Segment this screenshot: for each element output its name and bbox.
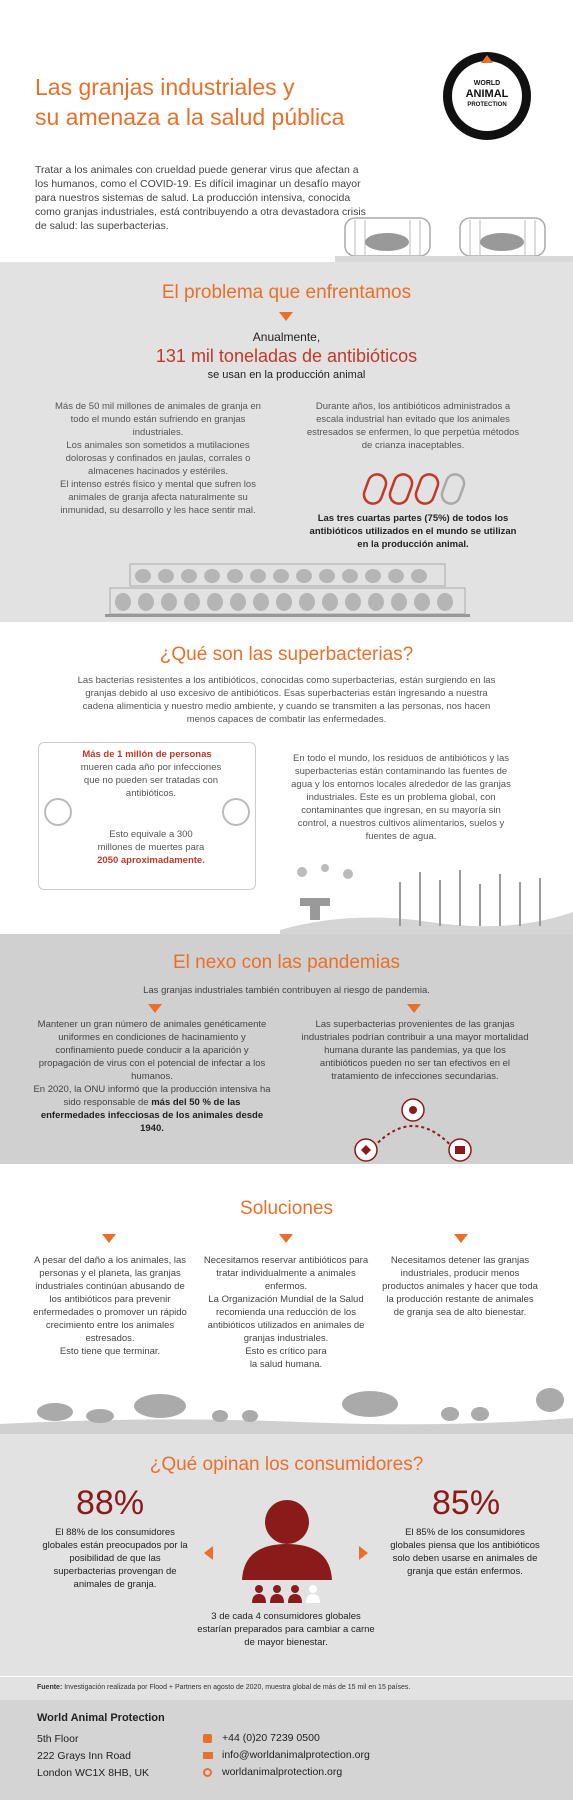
pandemics-left-bold: más del 50 % de las enfermedades infecciosas de los animales desde 1940.: [40, 1097, 264, 1134]
pill-empty: [439, 472, 466, 506]
chicken-icon: [368, 593, 384, 611]
superbugs-right-text: En todo el mundo, los residuos de antibióticos y las superbacterias están contaminando las fuentes de agua y los entornos locales alrededor de las granjas industriales. Este es un problema global, con contaminantes que ingresan, en su mayoría sin control, a nuestros cultivos alimentarios, suelos y fuentes de agua.: [291, 753, 511, 842]
page-title-line1: Las granjas industriales y: [35, 74, 295, 100]
problem-left-text: Más de 50 mil millones de animales de granja en todo el mundo están sufriendo en granjas industriales. Los animales son sometidos a mutilaciones dolorosas y confinados en jaulas, corrales o almacenes hacinados y estériles. El intenso estrés físico y mental que sufren los animales de granja afecta naturalmente su inmunidad, su desarrollo y les hace sentir mal.: [55, 401, 261, 516]
consumers-section: [0, 1434, 573, 1676]
footer-web[interactable]: worldanimalprotection.org: [222, 1766, 343, 1778]
pandemic-cycle-illustration: [352, 1096, 474, 1164]
pills-icon: [360, 468, 470, 508]
chicken-icon: [273, 569, 289, 583]
solution1-arrow-icon: [102, 1234, 116, 1243]
pandemics-subtitle: Las granjas industriales también contribuyen al riesgo de pandemia.: [143, 985, 430, 996]
chicken-icon: [115, 593, 131, 611]
chicken-icon: [322, 593, 338, 611]
footer-phone[interactable]: +44 (0)20 7239 0500: [222, 1732, 320, 1744]
header: [0, 0, 573, 262]
chicken-cages-illustration: [105, 562, 470, 622]
chicken-icon: [342, 569, 358, 583]
chicken-icon: [345, 593, 361, 611]
logo-triangle-icon: [481, 55, 493, 63]
bacteria-icon-left: [44, 798, 72, 826]
chicken-icon: [388, 569, 404, 583]
pandemics-left-arrow-icon: [148, 1004, 162, 1013]
chicken-icon: [414, 593, 430, 611]
consumers-title: ¿Qué opinan los consumidores?: [149, 1454, 424, 1475]
page-title-line2: su amenaza a la salud pública: [35, 104, 345, 130]
solution3-arrow-icon: [454, 1234, 468, 1243]
farm-animals-illustration: [0, 1382, 573, 1434]
pandemics-right-text: Las superbacterias provenientes de las granjas industriales podrían contribuir a una mayor mortalidad humana durante las pandemias, ya que los antibióticos pueden no ser tan efectivos en el tratamiento de infecciones secundarias.: [301, 1019, 529, 1082]
chicken-icon: [227, 569, 243, 583]
left-percent: 88%: [76, 1484, 145, 1522]
pandemics-left-body: Mantener un gran número de animales genéticamente uniformes en condiciones de hacinamiento y confinamiento puede conducir a la aparición y propagación de virus con el potencial de infectar a los humanos. En 2020, la ONU informó que la producción intensiva ha sido responsable de: [33, 1019, 271, 1108]
chicken-icon: [207, 593, 223, 611]
footer: [0, 1700, 573, 1800]
chicken-icon: [276, 593, 292, 611]
pandemics-right-arrow-icon: [407, 1004, 421, 1013]
pills-caption: Las tres cuartas partes (75%) de todos los antibióticos utilizados en el mundo se utilizan en la producción animal.: [309, 513, 517, 550]
chicken-icon: [158, 569, 174, 583]
chicken-icon: [319, 569, 335, 583]
tons-figure: 131 mil toneladas de antibióticos: [155, 346, 418, 366]
chicken-icon: [181, 569, 197, 583]
logo-line2: ANIMAL: [465, 88, 509, 100]
equiv-text: Esto equivale a 300 millones de muertes para: [97, 829, 205, 853]
problem-right-text: Durante años, los antibióticos administrados a escala industrial han evitado que los animales estresados se enfermen, lo que perpetúa métodos de crianza inaceptables.: [306, 401, 520, 451]
source-bar: [0, 1676, 573, 1701]
chicken-icon: [161, 593, 177, 611]
person-filled-icon: [252, 1585, 266, 1603]
chicken-icon: [138, 593, 154, 611]
footer-addr3: London WC1X 8HB, UK: [37, 1767, 150, 1779]
crates-illustration: [335, 212, 573, 262]
chicken-icon: [365, 569, 381, 583]
logo-line3: PROTECTION: [467, 102, 507, 108]
solution2-arrow-icon: [279, 1234, 293, 1243]
left-consumer-text: El 88% de los consumidores globales están preocupados por la posibilidad de que las superbacterias provengan de animales de granja.: [42, 1527, 188, 1590]
phone-icon: [203, 1734, 212, 1743]
chicken-icon: [135, 569, 151, 583]
chicken-icon: [299, 593, 315, 611]
person-icon: [234, 1492, 340, 1580]
person-filled-icon: [288, 1585, 302, 1603]
chicken-icon: [250, 569, 266, 583]
pandemics-title: El nexo con las pandemias: [172, 952, 401, 973]
chicken-icon: [230, 593, 246, 611]
person-empty-icon: [306, 1585, 320, 1603]
footer-addr1: 5th Floor: [37, 1733, 79, 1745]
chicken-icon: [437, 593, 453, 611]
used-label: se usan en la producción animal: [207, 369, 366, 381]
pill-filled: [361, 472, 388, 506]
people-fraction-icon: [250, 1584, 324, 1604]
solution1-text: A pesar del daño a los animales, las personas y el planeta, las granjas industriales continúan abusando de los antibióticos para prevenir enfermedades o promover un rápido crecimiento entre los animales estresados. Esto tiene que terminar.: [33, 1255, 187, 1357]
consumers-bottom-text: 3 de cada 4 consumidores globales estarían preparados para cambiar a carne de mayor bienestar.: [197, 1611, 375, 1648]
solutions-section: [0, 1164, 573, 1434]
field-illustration: [280, 860, 573, 934]
pill-filled: [387, 472, 414, 506]
solution2-text: Necesitamos reservar antibióticos para tratar individualmente a animales enfermos. La Organización Mundial de la Salud recomienda una reducción de los antibióticos utilizados en animales de granjas industriales. Esto es crítico para la salud humana.: [203, 1255, 369, 1370]
deaths-rest: mueren cada año por infecciones que no pueden ser tratadas con antibióticos.: [80, 762, 222, 799]
deaths-highlight: Más de 1 millón de personas: [82, 749, 212, 760]
right-consumer-text: El 85% de los consumidores globales piensa que los antibióticos solo deben usarse en animales de granja que están enfermos.: [390, 1527, 540, 1577]
pandemics-left-text: [32, 1018, 272, 1135]
chicken-icon: [253, 593, 269, 611]
source-line: [37, 1684, 410, 1691]
footer-org: World Animal Protection: [37, 1712, 165, 1724]
email-icon: [203, 1752, 213, 1759]
pill-filled: [413, 472, 440, 506]
problem-section: [0, 262, 573, 622]
problem-title: El problema que enfrentamos: [161, 282, 412, 303]
chicken-icon: [296, 569, 312, 583]
superbugs-section: [0, 622, 573, 934]
footer-addr2: 222 Grays Inn Road: [37, 1750, 131, 1762]
deaths-box: [38, 742, 256, 890]
solution3-text: Necesitamos detener las granjas industriales, producir menos productos animales y hacer que toda la producción restante de animales de granja sea de alto bienestar.: [382, 1255, 538, 1318]
footer-email[interactable]: info@worldanimalprotection.org: [222, 1749, 370, 1761]
intro-text: Tratar a los animales con crueldad puede generar virus que afectan a los humanos, como el COVID-19. Es difícil imaginar un desafío mayor para nuestros sistemas de salud. La producción intensiva, conocida como granjas industriales, está contribuyendo a otra devastadora crisis de salud: las superbacterias.: [35, 164, 366, 232]
chicken-icon: [184, 593, 200, 611]
chicken-icon: [411, 569, 427, 583]
left-arrow-icon: [204, 1546, 213, 1560]
pandemics-section: [0, 934, 573, 1164]
right-arrow-icon: [359, 1546, 368, 1560]
bacteria-icon-right: [222, 798, 250, 826]
chicken-icon: [391, 593, 407, 611]
chicken-icon: [204, 569, 220, 583]
solutions-title: Soluciones: [240, 1198, 333, 1219]
superbugs-title: ¿Qué son las superbacterias?: [159, 644, 414, 665]
source-text: Investigación realizada por Flood + Partners en agosto de 2020, muestra global de más de 15 mil en 15 países.: [64, 1684, 411, 1691]
superbugs-intro: Las bacterias resistentes a los antibióticos, conocidas como superbacterias, están surgiendo en las granjas debido al uso excesivo de antibióticos. Esas superbacterias están ingresando a nuestra cadena alimenticia y nuestro medio ambiente, y cuando se transmiten a las personas, nos hacen menos capaces de combatir las enfermedades.: [77, 675, 496, 725]
person-filled-icon: [270, 1585, 284, 1603]
right-percent: 85%: [432, 1484, 501, 1522]
logo-line1: WORLD: [473, 80, 501, 87]
equiv-highlight: 2050 aproximadamente.: [97, 855, 205, 866]
logo: [443, 52, 531, 140]
annually-label: Anualmente,: [252, 330, 321, 344]
web-icon: [203, 1768, 212, 1777]
source-label: Fuente:: [37, 1684, 63, 1691]
problem-arrow-icon: [279, 312, 293, 321]
